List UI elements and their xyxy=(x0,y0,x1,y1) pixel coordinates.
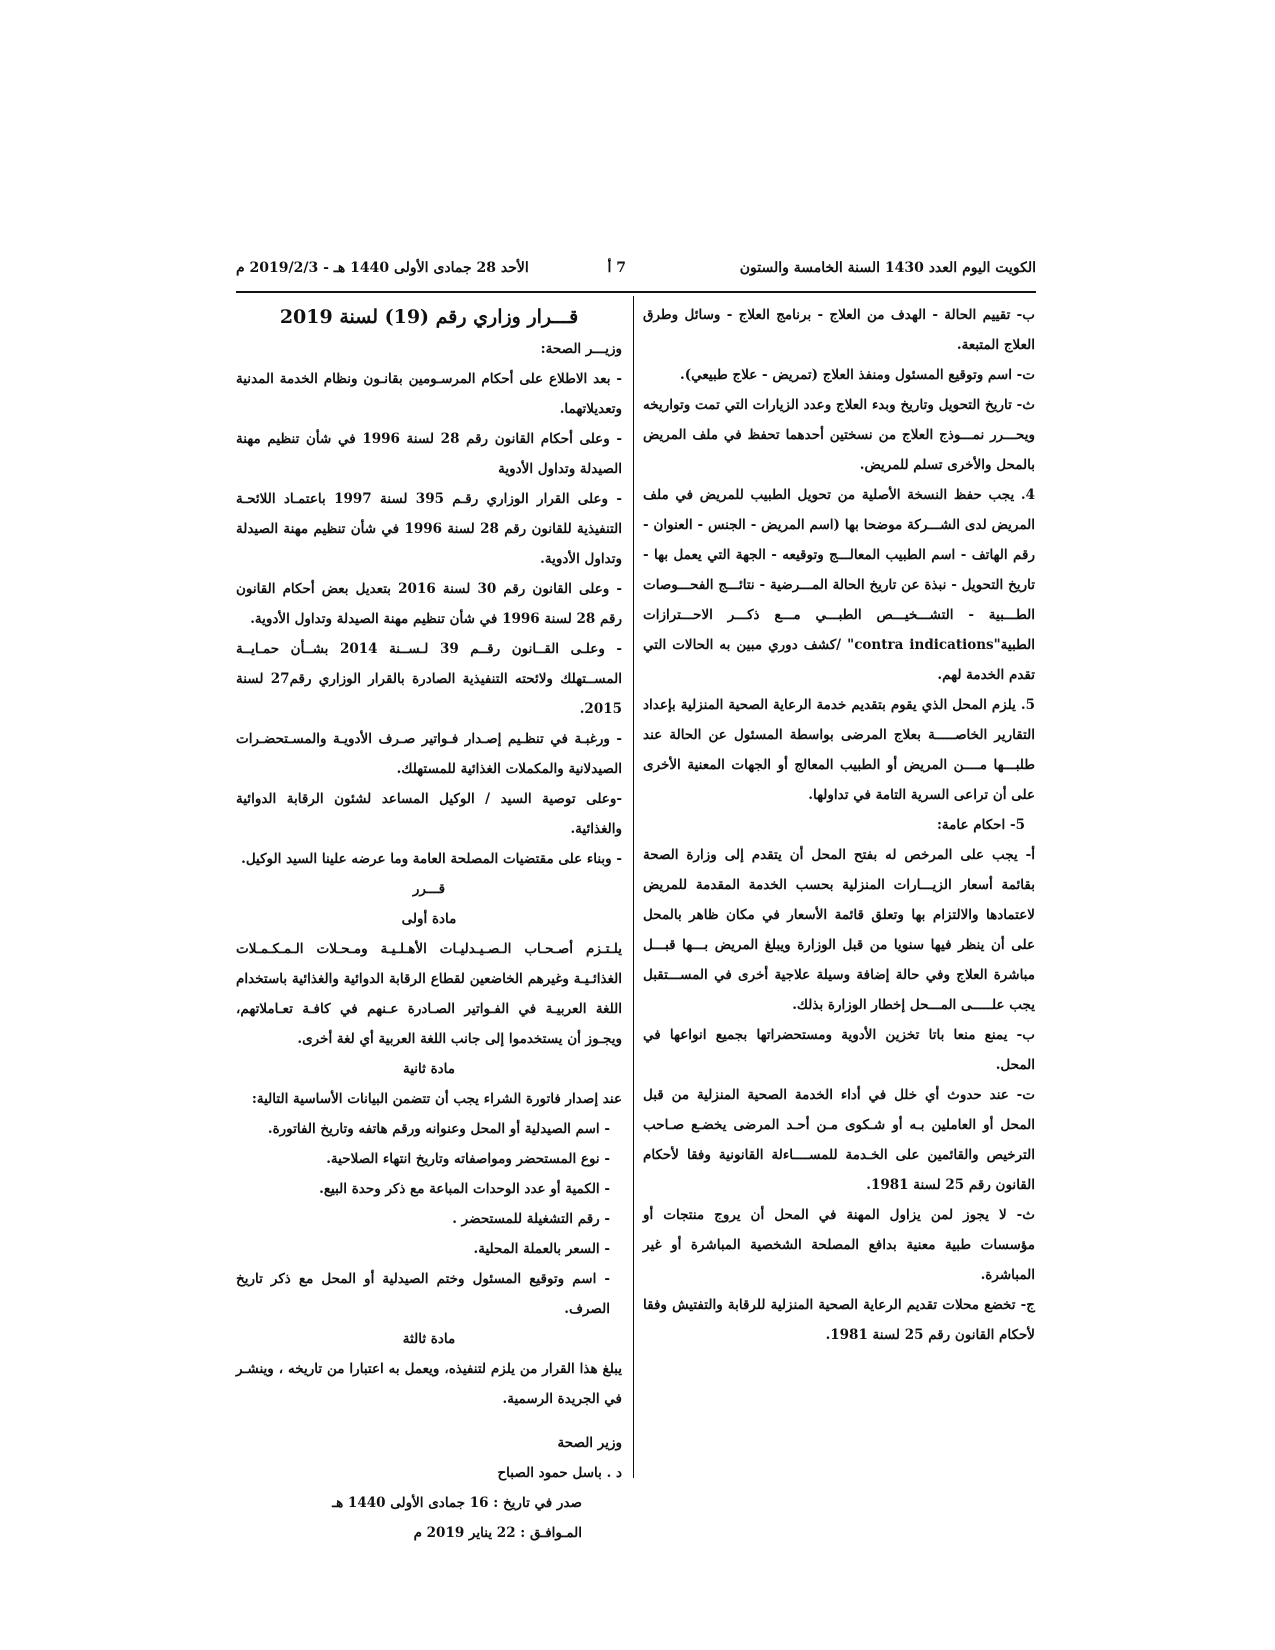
preamble-item: - وعلـى القــانون رقــم 39 لـســنة 2014 بشــأن حمـايــة المســتهلك ولائحته التنفيذية الصادرة بالقرار الوزاري رقم27 لسنة 2015. xyxy=(236,641,623,717)
article-heading: مادة ثانية xyxy=(402,1061,456,1077)
paragraph: ج- تخضع محلات تقديم الرعاية الصحية المنزلية للرقابة والتفتيش وفقا لأحكام القانون رقم 25 لسنة 1981. xyxy=(643,1297,1035,1343)
list-item: - نوع المستحضر ومواصفاته وتاريخ انتهاء الصلاحية. xyxy=(326,1151,610,1167)
issued-date: صدر في تاريخ : 16 جمادى الأولى 1440 هـ xyxy=(332,1495,582,1511)
paragraph: 5. يلزم المحل الذي يقوم بتقديم خدمة الرعاية الصحية المنزلية بإعداد التقارير الخاصـــــة بعلاج المرضى بواسطة المسئول عن الحالة عند طلبـــها مــــن المريض أو الطبيب المعالج أو الجهات المعنية الأخرى على أن تراعى السرية التامة في تداولها. xyxy=(643,697,1035,803)
preamble-item: - وبناء على مقتضيات المصلحة العامة وما عرضه علينا السيد الوكيل. xyxy=(241,851,622,867)
preamble-item: - بعد الاطلاع على أحكام المرسـومين بقانـون ونظام الخدمة المدنية وتعديلاتهما. xyxy=(236,371,622,417)
left-column xyxy=(236,300,622,1548)
column-divider xyxy=(633,296,634,1478)
list-item: - الكمية أو عدد الوحدات المباعة مع ذكر وحدة البيع. xyxy=(319,1181,610,1197)
minister-label: وزيـــر الصحة: xyxy=(540,341,622,357)
list-item: - رقم التشغيلة للمستحضر . xyxy=(452,1211,610,1227)
article-heading: مادة أولى xyxy=(401,911,457,927)
decree-title: قـــرار وزاري رقم (19) لسنة 2019 xyxy=(279,306,579,328)
paragraph: ت- اسم وتوقيع المسئول ومنفذ العلاج (تمريض - علاج طبيعي). xyxy=(680,367,1035,383)
article-heading: مادة ثالثة xyxy=(402,1331,456,1347)
signature-title: وزير الصحة xyxy=(557,1435,622,1451)
article-text: يبلغ هذا القرار من يلزم لتنفيذه، ويعمل به اعتبارا من تاريخه ، وينشـر في الجريدة الرسمية. xyxy=(236,1361,622,1407)
paragraph: ث- تاريخ التحويل وتاريخ وبدء العلاج وعدد الزيارات التي تمت وتواريخه ويحـــرر نمـــوذج العلاج من نسختين أحدهما تحفظ في ملف المريض بالمحل والأخرى تسلم للمريض. xyxy=(643,397,1035,473)
paragraph: 4. يجب حفظ النسخة الأصلية من تحويل الطبيب للمريض في ملف المريض لدى الشـــركة موضحا بها (اسم المريض - الجنس - العنوان - رقم الهاتف - اسم الطبيب المعالـــج وتوقيعه - الجهة التي يعمل بها - تاريخ التحويل - نبذة عن تاريخ الحالة المـــرضية - نتائـــج الفحـــوصات الطـــبية - التشـــخيـــص الطبـــي مـــع ذكـــر الاحـــترازات الطبية"contra indications" /كشف دوري مبين به الحالات التي تقدم الخدمة لهم. xyxy=(643,487,1035,683)
right-column xyxy=(643,300,1035,1350)
section-heading: 5- احكام عامة: xyxy=(936,817,1025,833)
preamble-item: - ورغبـة في تنظـيم إصـدار فـواتير صـرف الأدويـة والمسـتحضـرات الصيدلانية والمكملات الغذائية للمستهلك. xyxy=(236,731,622,777)
preamble-item: -وعلى توصية السيد / الوكيل المساعد لشئون الرقابة الدوائية والغذائية. xyxy=(236,791,622,837)
paragraph: ب- يمنع منعا باتا تخزين الأدوية ومستحضراتها بجميع انواعها في المحل. xyxy=(643,1027,1035,1073)
paragraph: ت- عند حدوث أي خلل في أداء الخدمة الصحية المنزلية من قبل المحل أو العاملين بـه أو شـكوى مـن أحـد المرضى يخضـع صـاحب الترخيص والقائمين على الخـدمة للمســــاءلة القانونية وفقا لأحكام القانون رقم 25 لسنة 1981. xyxy=(643,1087,1035,1193)
header-rule xyxy=(236,291,1036,293)
paragraph: ث- لا يجوز لمن يزاول المهنة في المحل أن يروج منتجات أو مؤسسات طبية معنية بدافع المصلحة الشخصية المباشرة أو غير المباشرة. xyxy=(643,1207,1035,1283)
corresponding-date: المـوافـق : 22 يناير 2019 م xyxy=(413,1525,582,1541)
article-text: يلـتـزم أصـحـاب الـصـيـدليـات الأهـلـيـة ومـحـلات الـمـكـمـلات الغذائـيـة وغيرهم الخاضعين لقطاع الرقابة الدوائية والغذائية باستخدام اللغة العربيـة في الفـواتير الصـادرة عـنهم في كافـة تعـاملاتهم، ويجـوز أن يستخدموا إلى جانب اللغة العربية أي لغة أخرى. xyxy=(236,941,622,1047)
signature-name: د . باسل حمود الصباح xyxy=(497,1465,622,1481)
header-date: الأحد 28 جمادى الأولى 1440 هـ - 2019/2/3 م xyxy=(236,260,529,276)
decided-heading: قـــرر xyxy=(412,881,446,897)
preamble-item: - وعلى القرار الوزاري رقـم 395 لسنة 1997 باعتمـاد اللائحـة التنفيذية للقانون رقم 28 لسنة 1996 في شأن تنظيم مهنة الصيدلة وتداول الأدوية. xyxy=(236,491,622,567)
preamble-item: - وعلى القانون رقم 30 لسنة 2016 بتعديل بعض أحكام القانون رقم 28 لسنة 1996 في شأن تنظيم مهنة الصيدلة وتداول الأدوية. xyxy=(236,581,622,627)
spacer xyxy=(236,1414,622,1428)
preamble-item: - وعلى أحكام القانون رقم 28 لسنة 1996 في شأن تنظيم مهنة الصيدلة وتداول الأدوية xyxy=(236,431,622,477)
header-page-number: 7 أ xyxy=(607,260,626,276)
article-intro: عند إصدار فاتورة الشراء يجب أن تتضمن البيانات الأساسية التالية: xyxy=(251,1091,622,1107)
list-item: - اسم وتوقيع المسئول وختم الصيدلية أو المحل مع ذكر تاريخ الصرف. xyxy=(236,1271,610,1317)
header-issue-info: الكويت اليوم العدد 1430 السنة الخامسة والستون xyxy=(739,260,1036,276)
paragraph: أ- يجب على المرخص له بفتح المحل أن يتقدم إلى وزارة الصحة بقائمة أسعار الزيـــارات المنزلية بحسب الخدمة المقدمة للمريض لاعتمادها والالتزام بها وتعلق قائمة الأسعار في مكان ظاهر بالمحل على أن ينظر فيها سنويا من قبل الوزارة ويبلغ المريض بـــها قبـــل مباشرة العلاج وفي حالة إضافة وسيلة علاجية أخرى في المســـتقبل يجب علـــــى المـــحل إخطار الوزارة بذلك. xyxy=(643,847,1035,1013)
page-header xyxy=(236,260,1036,288)
paragraph: ب- تقييم الحالة - الهدف من العلاج - برنامج العلاج - وسائل وطرق العلاج المتبعة. xyxy=(643,307,1035,353)
list-item: - اسم الصيدلية أو المحل وعنوانه ورقم هاتفه وتاريخ الفاتورة. xyxy=(267,1121,610,1137)
list-item: - السعر بالعملة المحلية. xyxy=(473,1241,610,1257)
